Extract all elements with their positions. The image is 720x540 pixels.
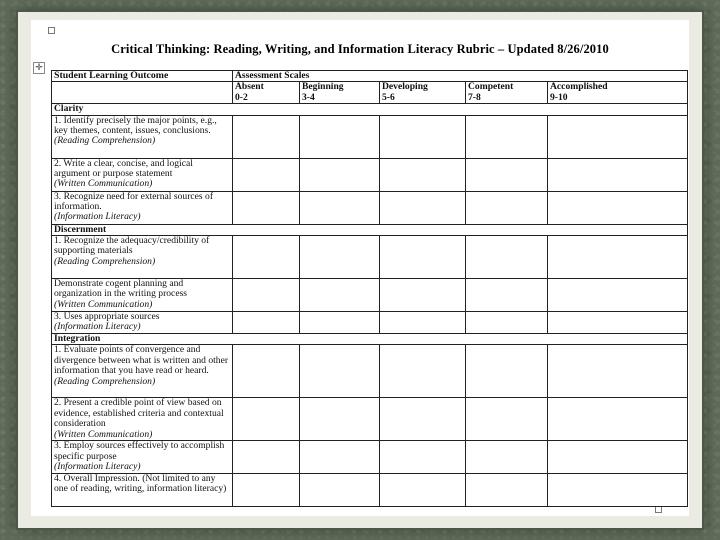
score-cell[interactable] [466, 236, 548, 279]
score-cell[interactable] [548, 236, 688, 279]
table-row [52, 398, 688, 441]
score-cell[interactable] [466, 473, 548, 506]
score-cell[interactable] [380, 279, 466, 312]
score-cell[interactable] [380, 115, 466, 158]
score-cell[interactable] [233, 345, 300, 398]
score-cell[interactable] [466, 158, 548, 191]
outcome-cell: 1. Identify precisely the major points, e.g., key themes, content, issues, conclusions. (Reading Comprehension) [52, 115, 233, 158]
section-row-discernment [52, 224, 688, 235]
table-row [52, 236, 688, 279]
score-cell[interactable] [466, 398, 548, 441]
outcome-cell: 3. Employ sources effectively to accomplish specific purpose (Information Literacy) [52, 441, 233, 473]
score-cell[interactable] [466, 441, 548, 473]
score-cell[interactable] [380, 312, 466, 334]
resize-handle-top-left[interactable] [48, 27, 55, 34]
table-row [52, 441, 688, 473]
score-cell[interactable] [466, 345, 548, 398]
score-cell[interactable] [466, 279, 548, 312]
scale-accomplished: Accomplished 9-10 [548, 82, 688, 104]
score-cell[interactable] [233, 158, 300, 191]
score-cell[interactable] [380, 473, 466, 506]
score-cell[interactable] [466, 191, 548, 224]
score-cell[interactable] [380, 158, 466, 191]
score-cell[interactable] [300, 279, 380, 312]
outcome-subheader-blank [52, 82, 233, 104]
table-row [52, 279, 688, 312]
score-cell[interactable] [548, 158, 688, 191]
outcome-cell: Demonstrate cogent planning and organization in the writing process (Written Communication) [52, 279, 233, 312]
score-cell[interactable] [233, 441, 300, 473]
outcome-cell: 3. Uses appropriate sources (Information Literacy) [52, 312, 233, 334]
outcome-cell: 2. Present a credible point of view based on evidence, established criteria and contextual consideration (Written Communication) [52, 398, 233, 441]
score-cell[interactable] [380, 398, 466, 441]
section-label: Integration [52, 334, 688, 345]
score-cell[interactable] [380, 345, 466, 398]
score-cell[interactable] [548, 345, 688, 398]
resize-handle-bottom-right[interactable] [655, 506, 662, 513]
score-cell[interactable] [233, 191, 300, 224]
scale-competent: Competent 7-8 [466, 82, 548, 104]
score-cell[interactable] [466, 312, 548, 334]
score-cell[interactable] [233, 115, 300, 158]
rubric-table [51, 70, 688, 507]
score-cell[interactable] [548, 191, 688, 224]
scale-absent: Absent 0-2 [233, 82, 300, 104]
score-cell[interactable] [548, 312, 688, 334]
score-cell[interactable] [300, 398, 380, 441]
score-cell[interactable] [466, 115, 548, 158]
score-cell[interactable] [300, 115, 380, 158]
outcome-cell: 2. Write a clear, concise, and logical argument or purpose statement (Written Communication) [52, 158, 233, 191]
section-row-clarity [52, 104, 688, 115]
outcome-cell: 4. Overall Impression. (Not limited to any one of reading, writing, information literacy) [52, 473, 233, 506]
score-cell[interactable] [380, 191, 466, 224]
table-row [52, 312, 688, 334]
score-cell[interactable] [300, 312, 380, 334]
scale-beginning: Beginning 3-4 [300, 82, 380, 104]
score-cell[interactable] [233, 312, 300, 334]
table-row [52, 115, 688, 158]
score-cell[interactable] [300, 473, 380, 506]
score-cell[interactable] [548, 115, 688, 158]
document-title: Critical Thinking: Reading, Writing, and Information Literacy Rubric – Updated 8/26/2010 [111, 42, 609, 56]
score-cell[interactable] [548, 398, 688, 441]
outcome-header: Student Learning Outcome [52, 71, 233, 82]
score-cell[interactable] [300, 345, 380, 398]
table-row [52, 158, 688, 191]
score-cell[interactable] [380, 441, 466, 473]
section-label: Clarity [52, 104, 688, 115]
score-cell[interactable] [233, 473, 300, 506]
score-cell[interactable] [380, 236, 466, 279]
assessment-scales-header: Assessment Scales [233, 71, 688, 82]
scale-developing: Developing 5-6 [380, 82, 466, 104]
score-cell[interactable] [233, 279, 300, 312]
table-move-icon[interactable]: ✛ [33, 62, 45, 74]
table-row [52, 473, 688, 506]
document-page [31, 20, 689, 516]
score-cell[interactable] [548, 473, 688, 506]
score-cell[interactable] [300, 191, 380, 224]
section-row-integration [52, 334, 688, 345]
table-row [52, 191, 688, 224]
score-cell[interactable] [233, 236, 300, 279]
score-cell[interactable] [548, 441, 688, 473]
score-cell[interactable] [300, 158, 380, 191]
score-cell[interactable] [233, 398, 300, 441]
table-row [52, 345, 688, 398]
outcome-cell: 3. Recognize need for external sources of information. (Information Literacy) [52, 191, 233, 224]
score-cell[interactable] [300, 441, 380, 473]
outcome-cell: 1. Recognize the adequacy/credibility of supporting materials (Reading Comprehension) [52, 236, 233, 279]
score-cell[interactable] [548, 279, 688, 312]
section-label: Discernment [52, 224, 688, 235]
score-cell[interactable] [300, 236, 380, 279]
outcome-cell: 1. Evaluate points of convergence and divergence between what is written and other information that you have read or heard. (Reading Comprehension) [52, 345, 233, 398]
